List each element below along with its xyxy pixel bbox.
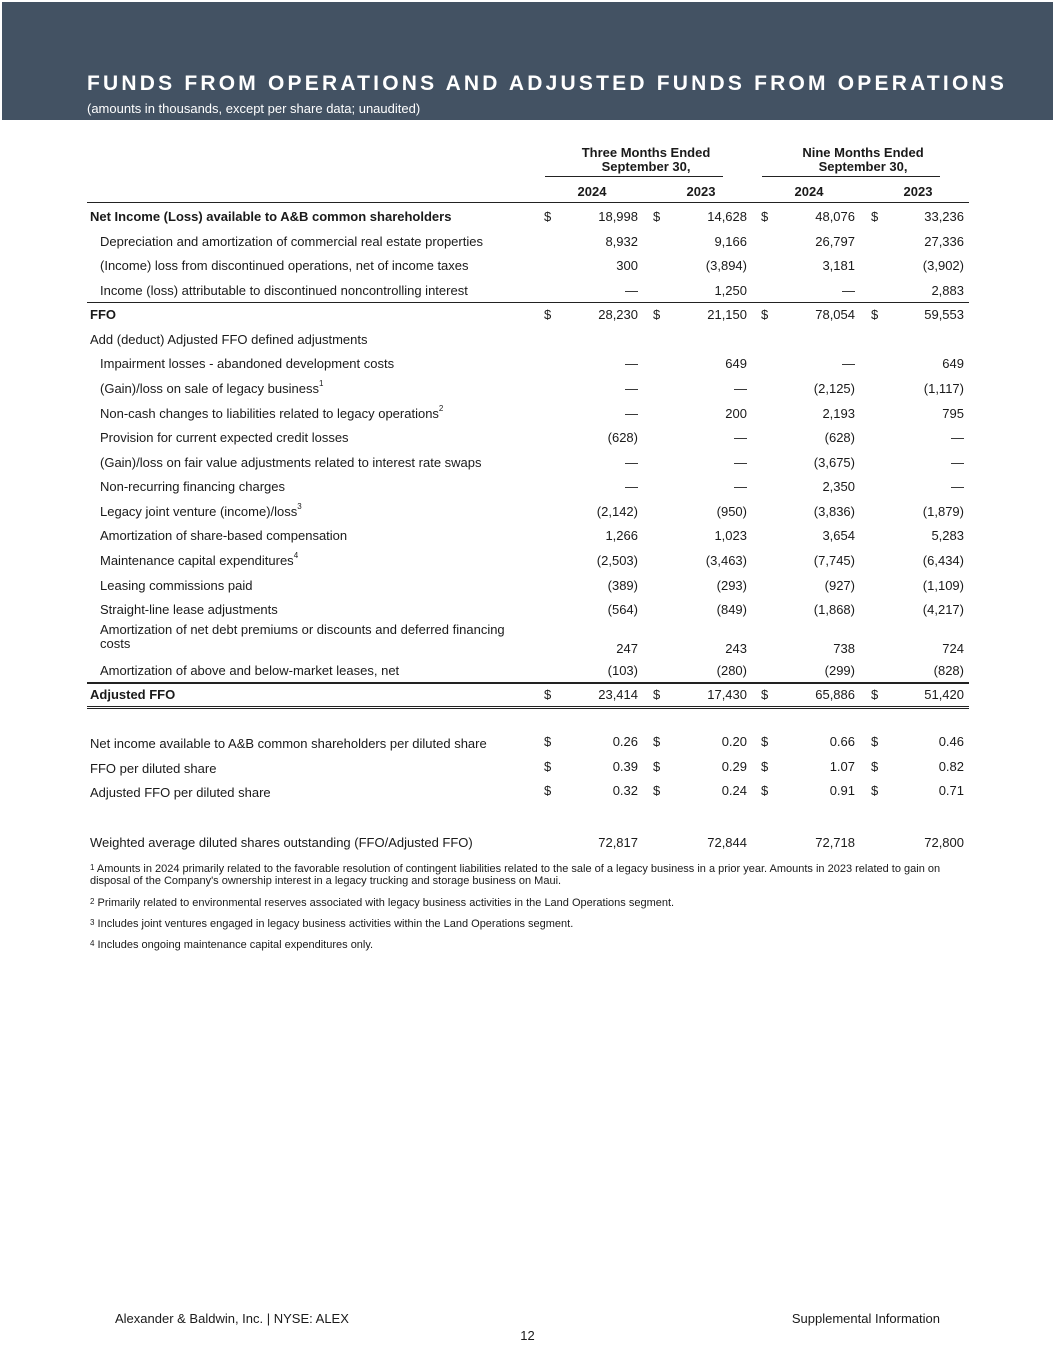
value-cell: (828) (933, 663, 964, 678)
table-rule (87, 302, 969, 303)
table-row (87, 597, 969, 621)
table-row (87, 573, 969, 597)
group1-rule (545, 176, 723, 177)
table-row (87, 351, 969, 375)
value-cell: 3,654 (822, 528, 855, 543)
value-cell: — (842, 356, 855, 371)
table-row (87, 658, 969, 682)
value-cell: — (625, 479, 638, 494)
value-cell: 59,553 (924, 307, 964, 322)
value-cell: (2,125) (813, 381, 855, 396)
value-cell: 0.24 (721, 783, 747, 798)
row-label: FFO (90, 307, 116, 322)
table-row (87, 302, 969, 326)
footnote: $^2$ Primarily related to environmental reserves associated with legacy business activities in the Land Operations segment. (90, 897, 675, 909)
value-cell: — (734, 430, 747, 445)
value-cell: 795 (942, 406, 964, 421)
value-cell: (927) (824, 578, 855, 593)
row-label: (Gain)/loss on fair value adjustments related to interest rate swaps (100, 455, 482, 470)
table-row (87, 425, 969, 449)
value-cell: (293) (716, 578, 747, 593)
value-cell: 14,628 (707, 209, 747, 224)
value-cell: 3,181 (822, 258, 855, 273)
footnote: $^3$ Includes joint ventures engaged in legacy business activities within the Land Operations segment. (90, 918, 574, 930)
value-cell: 649 (942, 356, 964, 371)
value-cell: 0.46 (938, 734, 964, 749)
value-cell: (1,868) (813, 602, 855, 617)
value-cell: 1.07 (829, 759, 855, 774)
row-label: (Income) loss from discontinued operations, net of income taxes (100, 258, 469, 273)
value-cell: 72,844 (707, 835, 747, 850)
page-title: FUNDS FROM OPERATIONS AND ADJUSTED FUNDS FROM OPERATIONS (87, 72, 1008, 95)
value-cell: (4,217) (922, 602, 964, 617)
value-cell: 9,166 (714, 234, 747, 249)
table-rule (87, 706, 969, 709)
value-cell: 28,230 (598, 307, 638, 322)
currency-symbol: $ (653, 687, 661, 702)
value-cell: — (734, 479, 747, 494)
value-cell: 0.91 (829, 783, 855, 798)
value-cell: 26,797 (815, 234, 855, 249)
row-label: Adjusted FFO per diluted share (90, 785, 271, 800)
value-cell: (1,109) (922, 578, 964, 593)
row-label: Impairment losses - abandoned development costs (100, 356, 395, 371)
table-row (87, 548, 969, 572)
value-cell: (3,902) (922, 258, 964, 273)
value-cell: 649 (725, 356, 747, 371)
row-label: (Gain)/loss on sale of legacy business$^1$ (100, 379, 324, 396)
footnote: $^1$ Amounts in 2024 primarily related to the favorable resolution of contingent liabilities related to the sale of a legacy business in a prior year. Amounts in 2023 related to gain on disposal of the Company's ownership interest in a legacy trucking and storage business on Maui. (90, 863, 941, 887)
value-cell: — (625, 406, 638, 421)
value-cell: 0.71 (938, 783, 964, 798)
value-cell: 2,193 (822, 406, 855, 421)
value-cell: (7,745) (813, 553, 855, 568)
footnote: $^4$ Includes ongoing maintenance capital expenditures only. (90, 939, 374, 951)
row-label: Provision for current expected credit losses (100, 430, 349, 445)
row-label: Amortization of above and below-market leases, net (100, 663, 400, 678)
value-cell: — (842, 283, 855, 298)
value-cell: (3,675) (813, 455, 855, 470)
row-label: Net Income (Loss) available to A&B common shareholders (90, 209, 452, 224)
currency-symbol: $ (761, 759, 769, 774)
currency-symbol: $ (761, 307, 769, 322)
value-cell: (299) (824, 663, 855, 678)
table-row (87, 376, 969, 400)
value-cell: 200 (725, 406, 747, 421)
value-cell: 33,236 (924, 209, 964, 224)
value-cell: 18,998 (598, 209, 638, 224)
value-cell: 27,336 (924, 234, 964, 249)
value-cell: (280) (716, 663, 747, 678)
value-cell: — (625, 356, 638, 371)
value-cell: 48,076 (815, 209, 855, 224)
value-cell: 21,150 (707, 307, 747, 322)
value-cell: (849) (716, 602, 747, 617)
table-row (87, 327, 969, 351)
value-cell: (564) (607, 602, 638, 617)
value-cell: 724 (942, 641, 964, 656)
value-cell: (103) (607, 663, 638, 678)
currency-symbol: $ (871, 307, 879, 322)
value-cell: — (625, 455, 638, 470)
row-label: FFO per diluted share (90, 761, 217, 776)
value-cell: 0.32 (612, 783, 638, 798)
value-cell: 17,430 (707, 687, 747, 702)
value-cell: (1,117) (923, 381, 964, 396)
year-header: 2024 (794, 184, 824, 199)
currency-symbol: $ (544, 209, 552, 224)
currency-symbol: $ (871, 783, 879, 798)
table-row (87, 401, 969, 425)
value-cell: 0.26 (612, 734, 638, 749)
value-cell: — (734, 455, 747, 470)
value-cell: 1,266 (605, 528, 638, 543)
value-cell: (6,434) (922, 553, 964, 568)
value-cell: (389) (607, 578, 638, 593)
value-cell: 0.39 (612, 759, 638, 774)
header-banner (2, 2, 1053, 120)
table-rule (87, 682, 969, 684)
currency-symbol: $ (653, 734, 661, 749)
value-cell: 72,718 (815, 835, 855, 850)
value-cell: (628) (607, 430, 638, 445)
row-label: Non-recurring financing charges (100, 479, 285, 494)
value-cell: 243 (725, 641, 747, 656)
value-cell: — (951, 455, 964, 470)
row-label: Legacy joint venture (income)/loss$^3$ (100, 502, 302, 519)
value-cell: — (625, 381, 638, 396)
year-header: 2023 (903, 184, 933, 199)
currency-symbol: $ (871, 734, 879, 749)
table-row (87, 731, 969, 755)
table-row (87, 450, 969, 474)
value-cell: (3,463) (705, 553, 747, 568)
value-cell: — (625, 283, 638, 298)
table-row (87, 682, 969, 706)
value-cell: (2,503) (596, 553, 638, 568)
row-label: Straight-line lease adjustments (100, 602, 278, 617)
value-cell: (2,142) (596, 504, 638, 519)
row-label: Add (deduct) Adjusted FFO defined adjustments (90, 332, 368, 347)
value-cell: 51,420 (924, 687, 964, 702)
currency-symbol: $ (871, 759, 879, 774)
currency-symbol: $ (761, 209, 769, 224)
value-cell: 23,414 (598, 687, 638, 702)
row-label: Amortization of share-based compensation (100, 528, 348, 543)
header-rule (87, 202, 969, 203)
row-label: Net income available to A&B common shareholders per diluted share (90, 736, 487, 751)
value-cell: (3,836) (813, 504, 855, 519)
currency-symbol: $ (544, 759, 552, 774)
currency-symbol: $ (544, 783, 552, 798)
footer-company: Alexander & Baldwin, Inc. | NYSE: ALEX (115, 1311, 349, 1326)
table-row (87, 756, 969, 780)
value-cell: 300 (616, 258, 638, 273)
value-cell: 0.20 (721, 734, 747, 749)
value-cell: (1,879) (922, 504, 964, 519)
column-group-three-months: Three Months Ended September 30, (581, 145, 711, 174)
currency-symbol: $ (653, 783, 661, 798)
currency-symbol: $ (761, 734, 769, 749)
value-cell: 5,283 (931, 528, 964, 543)
value-cell: (3,894) (705, 258, 747, 273)
currency-symbol: $ (544, 687, 552, 702)
row-label: Adjusted FFO (90, 687, 176, 702)
footer-section: Supplemental Information (791, 1311, 940, 1326)
row-label: Leasing commissions paid (100, 578, 253, 593)
page-subtitle: (amounts in thousands, except per share data; unaudited) (87, 101, 421, 116)
value-cell: 1,250 (714, 283, 747, 298)
table-row (87, 523, 969, 547)
value-cell: 2,883 (931, 283, 964, 298)
row-label: Weighted average diluted shares outstanding (FFO/Adjusted FFO) (90, 835, 473, 850)
table-row (87, 278, 969, 302)
value-cell: 72,800 (924, 835, 964, 850)
value-cell: 1,023 (714, 528, 747, 543)
value-cell: — (734, 381, 747, 396)
row-label: Depreciation and amortization of commercial real estate properties (100, 234, 483, 249)
currency-symbol: $ (653, 209, 661, 224)
value-cell: — (951, 430, 964, 445)
currency-symbol: $ (653, 759, 661, 774)
value-cell: 247 (616, 641, 638, 656)
table-row (87, 474, 969, 498)
value-cell: 738 (833, 641, 855, 656)
table-row (87, 780, 969, 804)
value-cell: 0.29 (721, 759, 747, 774)
value-cell: (950) (716, 504, 747, 519)
value-cell: 2,350 (822, 479, 855, 494)
group2-rule (762, 176, 940, 177)
value-cell: 65,886 (815, 687, 855, 702)
page-number: 12 (520, 1328, 535, 1343)
table-row (87, 229, 969, 253)
row-label: Non-cash changes to liabilities related to legacy operations$^2$ (100, 404, 444, 421)
table-row (87, 253, 969, 277)
table-row (87, 499, 969, 523)
value-cell: 0.66 (829, 734, 855, 749)
row-label: Income (loss) attributable to discontinued noncontrolling interest (100, 283, 468, 298)
value-cell: 72,817 (598, 835, 638, 850)
year-header: 2024 (577, 184, 607, 199)
year-header: 2023 (686, 184, 716, 199)
value-cell: 78,054 (815, 307, 855, 322)
row-label: Amortization of net debt premiums or discounts and deferred financing costs (100, 622, 505, 651)
row-label: Maintenance capital expenditures$^4$ (100, 551, 299, 568)
currency-symbol: $ (653, 307, 661, 322)
table-row (87, 204, 969, 228)
value-cell: (628) (824, 430, 855, 445)
value-cell: — (951, 479, 964, 494)
column-group-nine-months: Nine Months Ended September 30, (802, 145, 924, 174)
currency-symbol: $ (544, 734, 552, 749)
currency-symbol: $ (761, 687, 769, 702)
currency-symbol: $ (544, 307, 552, 322)
value-cell: 0.82 (938, 759, 964, 774)
currency-symbol: $ (761, 783, 769, 798)
currency-symbol: $ (871, 209, 879, 224)
currency-symbol: $ (871, 687, 879, 702)
value-cell: 8,932 (605, 234, 638, 249)
table-row (87, 830, 969, 854)
